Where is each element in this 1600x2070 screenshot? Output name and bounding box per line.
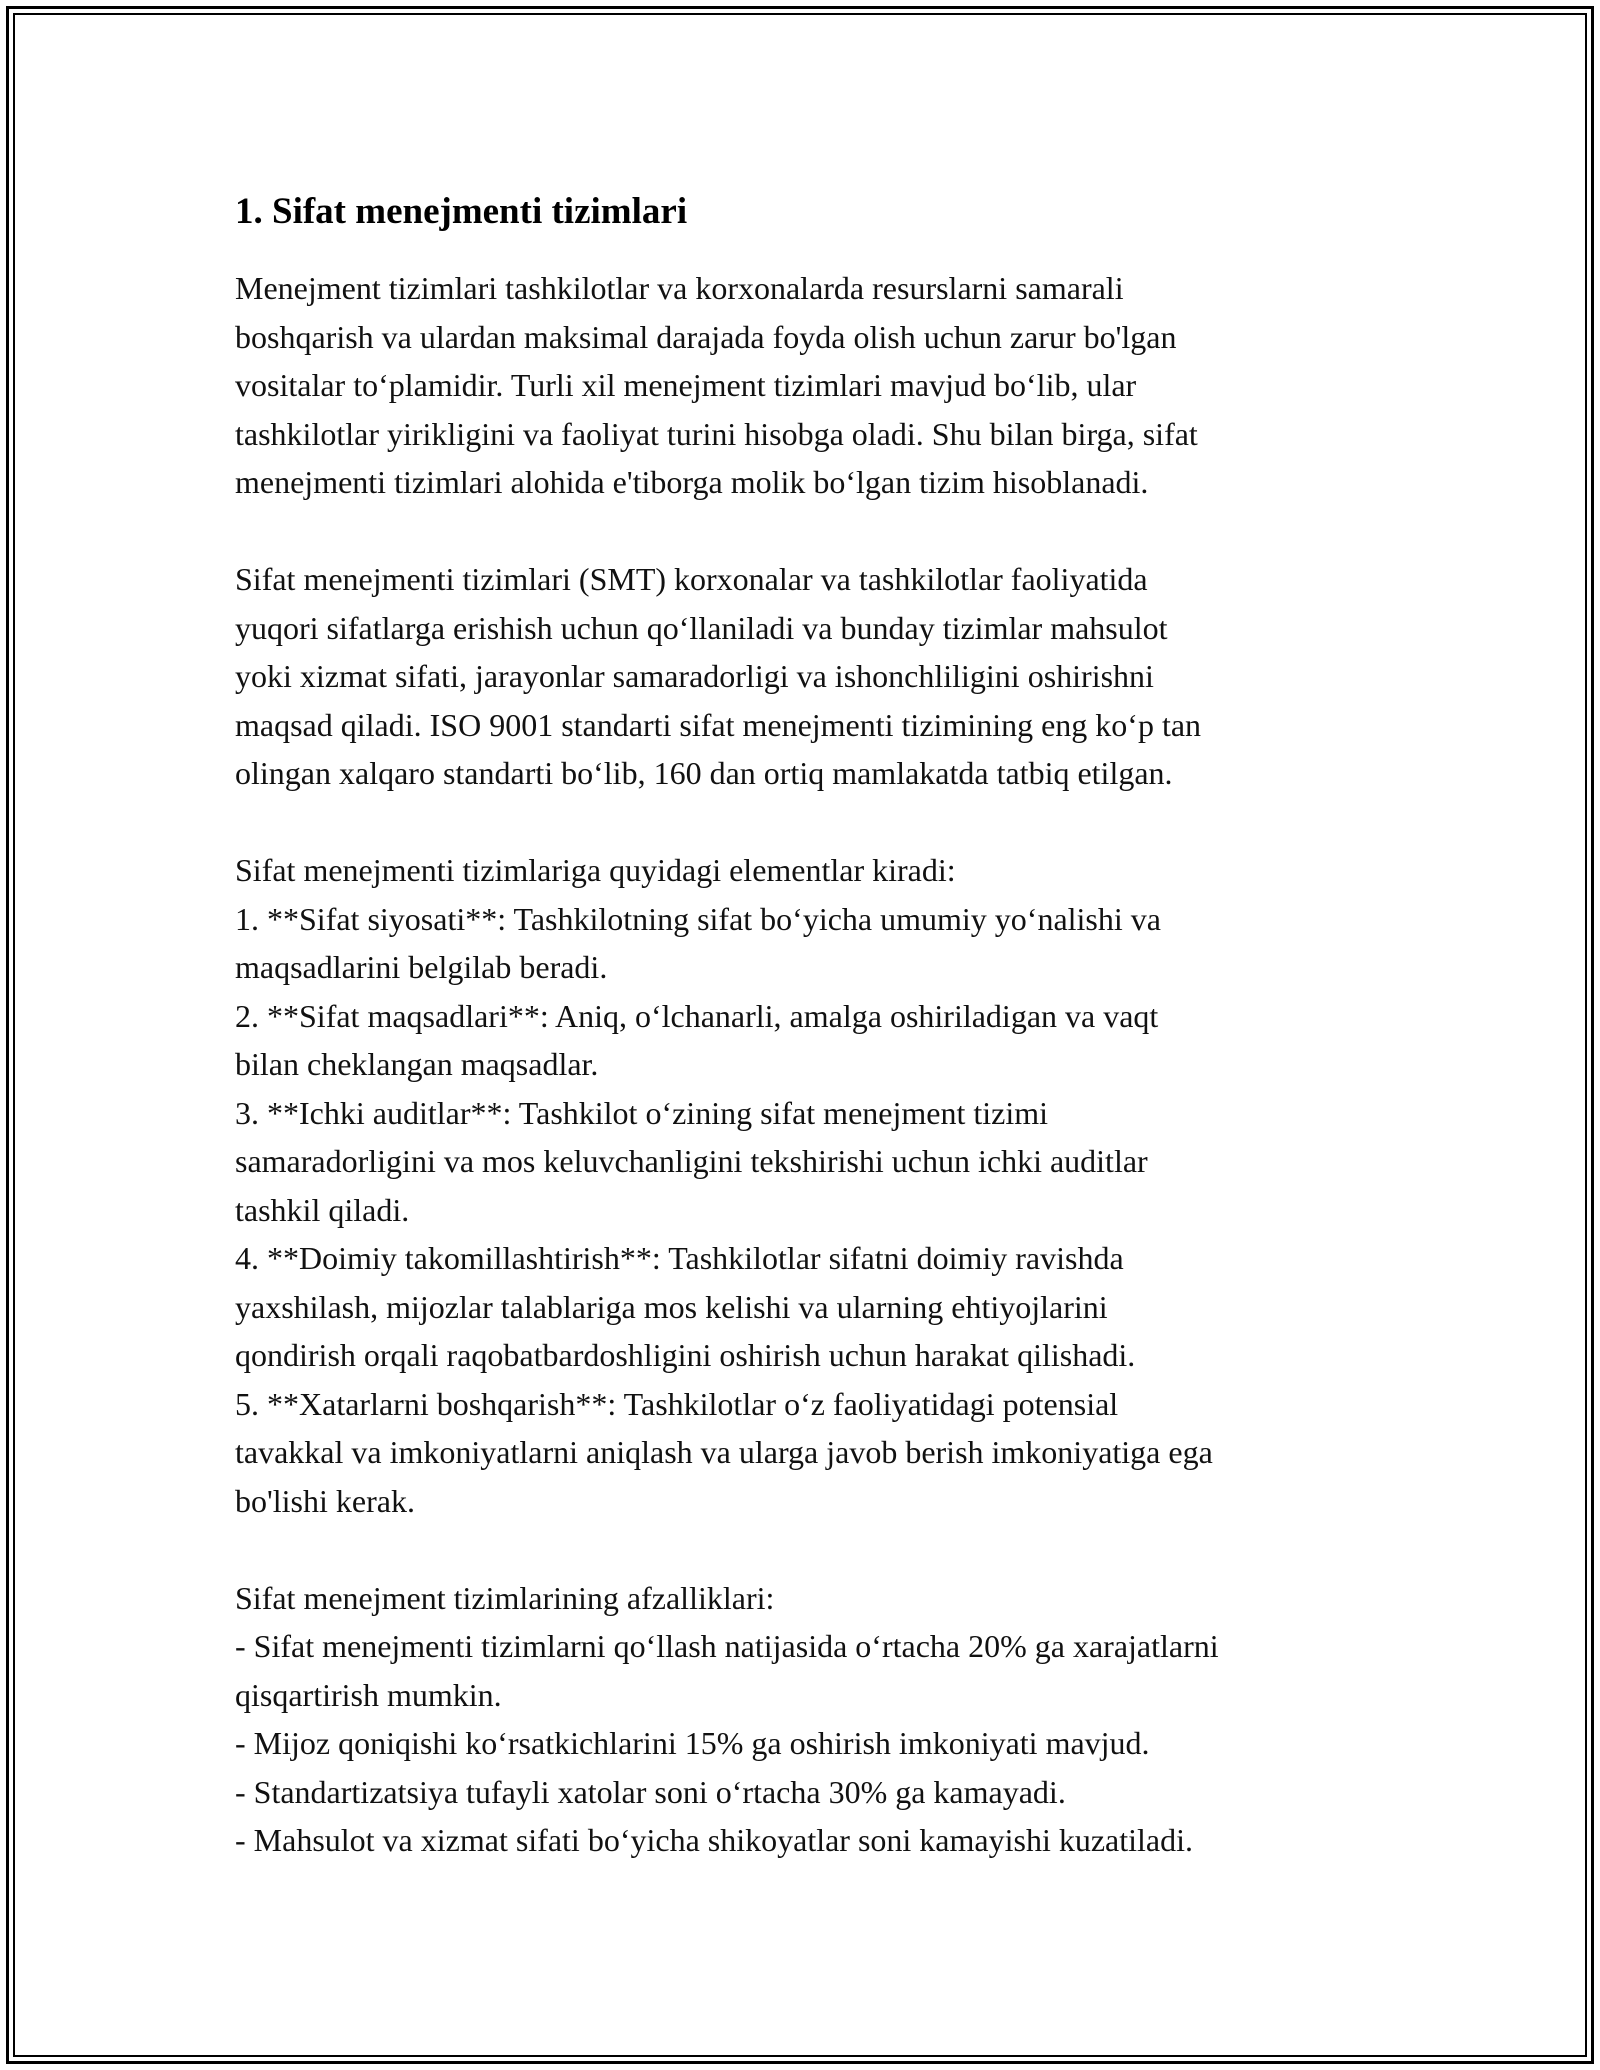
list-item: bilan cheklangan maqsadlar.	[235, 1046, 599, 1082]
list-item: yaxshilash, mijozlar talablariga mos kelishi va ularning ehtiyojlarini	[235, 1288, 1108, 1325]
text-line: yoki xizmat sifati, jarayonlar samaradorligi va ishonchliligini oshirishni	[235, 658, 1154, 694]
text-line: boshqarish va ulardan maksimal darajada foyda olish uchun zarur bo'lgan	[235, 318, 1177, 355]
list-item: - Mijoz qoniqishi ko‘rsatkichlarini 15% ga oshirish imkoniyati mavjud.	[235, 1725, 1150, 1761]
list-item: 1. **Sifat siyosati**: Tashkilotning sifat bo‘yicha umumiy yo‘nalishi va	[235, 900, 1161, 937]
smt-paragraph	[235, 555, 1385, 798]
intro-paragraph	[235, 264, 1385, 507]
list-intro: Sifat menejmenti tizimlariga quyidagi elementlar kiradi:	[235, 852, 956, 888]
list-item: - Standartizatsiya tufayli xatolar soni o‘rtacha 30% ga kamayadi.	[235, 1773, 1066, 1810]
text-line: maqsad qiladi. ISO 9001 standarti sifat menejmenti tizimining eng ko‘p tan	[235, 706, 1202, 743]
list-item: maqsadlarini belgilab beradi.	[235, 949, 608, 985]
text-line: Menejment tizimlari tashkilotlar va korxonalarda resurslarni samarali	[235, 270, 1124, 306]
text-line: olingan xalqaro standarti bo‘lib, 160 dan ortiq mamlakatda tatbiq etilgan.	[235, 755, 1173, 791]
text-line: Sifat menejmenti tizimlari (SMT) korxonalar va tashkilotlar faoliyatida	[235, 561, 1148, 597]
benefits-list	[235, 1574, 1385, 1865]
list-item: qondirish orqali raqobatbardoshligini oshirish uchun harakat qilishadi.	[235, 1337, 1136, 1373]
list-item: 5. **Xatarlarni boshqarish**: Tashkilotlar o‘z faoliyatidagi potensial	[235, 1385, 1119, 1422]
list-item: 3. **Ichki auditlar**: Tashkilot o‘zining sifat menejment tizimi	[235, 1094, 1048, 1131]
document-body	[235, 188, 1385, 1865]
section-heading: 1. Sifat menejmenti tizimlari	[235, 191, 688, 232]
list-item: bo'lishi kerak.	[235, 1482, 415, 1519]
list-item: tashkil qiladi.	[235, 1191, 410, 1228]
list-item: 2. **Sifat maqsadlari**: Aniq, o‘lchanarli, amalga oshiriladigan va vaqt	[235, 997, 1159, 1034]
text-line: yuqori sifatlarga erishish uchun qo‘llaniladi va bunday tizimlar mahsulot	[235, 609, 1168, 646]
list-item: tavakkal va imkoniyatlarni aniqlash va ularga javob berish imkoniyatiga ega	[235, 1434, 1213, 1470]
list-item: - Mahsulot va xizmat sifati bo‘yicha shikoyatlar soni kamayishi kuzatiladi.	[235, 1822, 1193, 1858]
text-line: menejmenti tizimlari alohida e'tiborga molik bo‘lgan tizim hisoblanadi.	[235, 464, 1149, 500]
list-intro: Sifat menejment tizimlarining afzalliklari:	[235, 1579, 775, 1616]
list-item: qisqartirish mumkin.	[235, 1676, 502, 1713]
text-line: vositalar to‘plamidir. Turli xil menejment tizimlari mavjud bo‘lib, ular	[235, 367, 1137, 403]
list-item: 4. **Doimiy takomillashtirish**: Tashkilotlar sifatni doimiy ravishda	[235, 1240, 1124, 1276]
list-item: - Sifat menejmenti tizimlarni qo‘llash natijasida o‘rtacha 20% ga xarajatlarni	[235, 1628, 1219, 1664]
list-item: samaradorligini va mos keluvchanligini tekshirishi uchun ichki auditlar	[235, 1143, 1148, 1179]
elements-list	[235, 846, 1385, 1525]
text-line: tashkilotlar yirikligini va faoliyat turini hisobga oladi. Shu bilan birga, sifat	[235, 415, 1198, 452]
